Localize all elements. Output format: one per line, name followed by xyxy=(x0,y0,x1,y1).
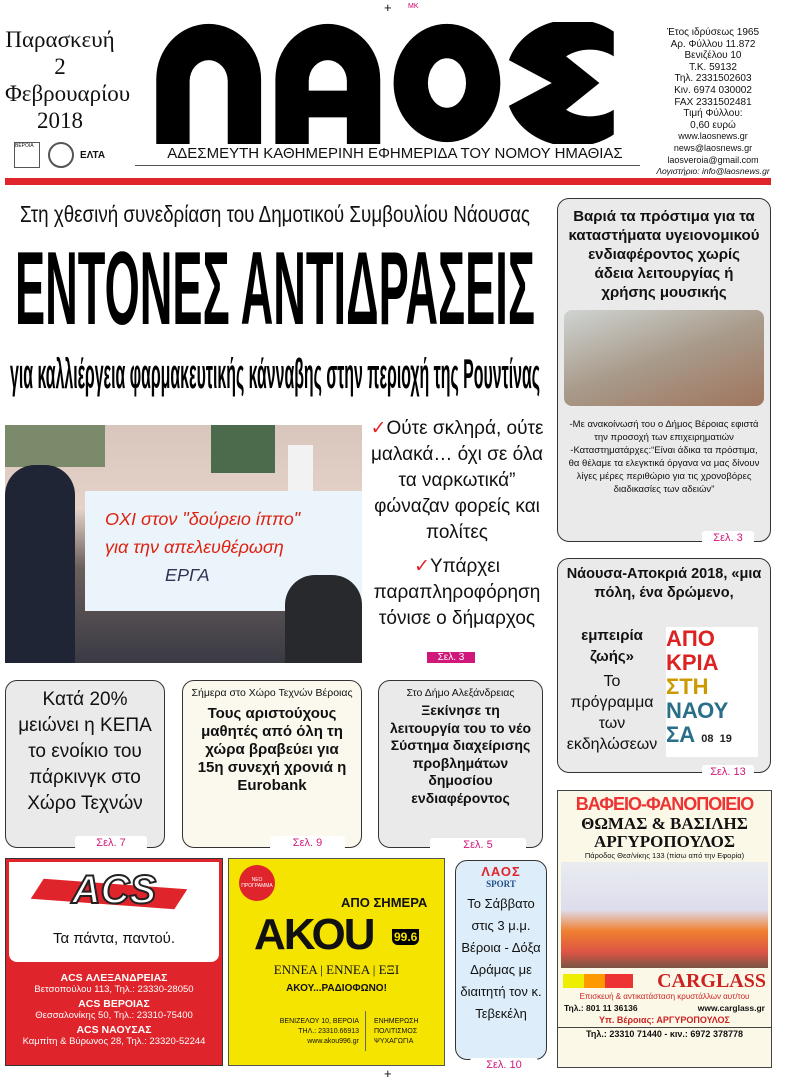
seal-icon xyxy=(48,142,74,168)
info-line: Βενιζέλου 10 xyxy=(684,50,742,62)
story-title: Κατά 20% μειώνει η ΚΕΠΑ το ενοίκιο του πάρκινγκ στο Χώρο Τεχνών xyxy=(18,689,152,814)
poster-text xyxy=(666,723,758,751)
bullet xyxy=(368,554,546,632)
story-title-cont: εμπειρία ζωής» xyxy=(581,627,643,665)
story-title: Ξεκίνησε τη λειτουργία του το νέο Σύστημα διαχείρισης προβλημάτων δημοσίου ενδιαφέροντος xyxy=(389,702,532,806)
addr-line: ΤΗΛ.: 23310.66913 xyxy=(298,1028,359,1035)
akou-address xyxy=(249,1017,359,1047)
sport-label: SPORT xyxy=(486,879,516,889)
sport-logo: ΛΑΟΣ xyxy=(481,864,521,879)
masthead-logo xyxy=(140,22,630,144)
poster-text: ΑΠΟ xyxy=(666,626,715,651)
poster-text: ΝΑΟΥ xyxy=(666,698,729,723)
akou-top: ΑΠΟ ΣΗΜΕΡΑ xyxy=(341,895,428,910)
phone: Τηλ.: 801 11 36136 xyxy=(564,1003,638,1013)
akou-line: ΕΝΝΕΑ | ΕΝΝΕΑ | ΕΞΙ xyxy=(273,962,400,977)
page-ref[interactable]: Σελ. 7 xyxy=(75,836,147,850)
service: ΕΝΗΜΕΡΩΣΗ xyxy=(374,1018,419,1025)
info-line: Έτος ιδρύσεως 1965 xyxy=(666,27,760,38)
ad-branch: Υπ. Βέροιας: ΑΡΓΥΡΟΠΟΥΛΟΣ xyxy=(599,1015,730,1025)
carnival-poster xyxy=(666,627,758,757)
publication-info xyxy=(640,27,786,178)
lead-subhead: για καλλιέργεια φαρμακευτικής κάνναβης στην περιοχή της Ρουντίνας xyxy=(10,350,540,397)
ad-top: ΒΑΦΕΙΟ-ΦΑΝΟΠΟΙΕΙΟ xyxy=(575,794,754,814)
page-ref[interactable]: Σελ. 10 xyxy=(470,1058,538,1072)
lead-titles xyxy=(0,196,550,406)
ad-surname: ΑΡΓΥΡΟΠΟΥΛΟΣ xyxy=(594,832,735,851)
story-eurobank[interactable] xyxy=(182,680,362,848)
page-ref[interactable]: Σελ. 5 xyxy=(430,838,526,852)
acs-branches xyxy=(6,972,222,1048)
carglass-brand-row xyxy=(558,970,771,992)
page-ref[interactable]: Σελ. 13 xyxy=(702,765,754,779)
text-line: -Με ανακοίνωσή του ο Δήμος Βέροιας εφιστά την προσοχή των επιχειρηματιών xyxy=(569,419,759,443)
paint-booth-photo xyxy=(561,862,768,968)
website-link[interactable]: www.laosnews.gr xyxy=(678,131,748,142)
lead-headline[interactable]: ΕΝΤΟΝΕΣ ΑΝΤΙΔΡΑΣΕΙΣ xyxy=(15,231,535,347)
info-line: 0,60 ευρώ xyxy=(690,119,736,131)
cmyk-mark: MK xyxy=(408,3,419,10)
akou-logo: ΑΚΟU xyxy=(254,910,374,959)
story-title: Νάουσα-Αποκριά 2018, «μια πόλη, ένα δρώμενο, xyxy=(566,566,762,601)
info-line: Τ.Κ. 59132 xyxy=(689,61,737,73)
carglass-stripes xyxy=(563,974,633,988)
website-link[interactable]: www.akou996.gr xyxy=(307,1038,359,1045)
acs-slogan: Τα πάντα, παντού. xyxy=(52,930,176,947)
painting xyxy=(5,425,105,467)
elta-logo: ΕΛΤΑ xyxy=(80,150,106,161)
poster-text: ΚΡΙΑ xyxy=(666,650,719,675)
addr-line: ΒΕΝΙΖΕΛΟΥ 10, ΒΕΡΟΙΑ xyxy=(279,1018,359,1025)
info-line: Κιν. 6974 030002 xyxy=(674,84,752,96)
poster-text: ΣΤΗ xyxy=(666,674,709,699)
story-kepa[interactable] xyxy=(5,680,165,848)
page-ref[interactable]: Σελ. 3 xyxy=(702,531,754,545)
person xyxy=(285,575,362,663)
story-title: Τους αριστούχους μαθητές από όλη τη χώρα βραβεύει για 15η συνεχή χρονιά η Eurobank xyxy=(197,705,347,794)
print-cross: + xyxy=(384,0,392,15)
bullet xyxy=(368,416,546,546)
akou-frequency: 99.6 xyxy=(394,930,418,944)
month: Φεβρουαρίου xyxy=(5,81,131,106)
carglass-logo: CARGLASS xyxy=(657,970,766,992)
poster-text: ΣΑ xyxy=(666,722,696,747)
story-title: Βαριά τα πρόστιμα για τα καταστήματα υγειονομικού ενδιαφέροντος χωρίς άδεια λειτουργίας ή χρήσης μουσικής xyxy=(568,208,760,301)
acs-logo: ACS xyxy=(71,868,157,912)
akou-services xyxy=(374,1017,419,1047)
banner-text: ΟΧΙ στον "δούρειο ίππο" xyxy=(105,509,301,529)
ad-acs[interactable] xyxy=(5,858,223,1066)
cafe-photo xyxy=(564,310,764,406)
red-rule xyxy=(5,178,771,185)
new-program-badge: ΝΕΟ ΠΡΟΓΡΑΜΜΑ xyxy=(239,865,275,901)
story-text: Το πρόγραμμα των εκδηλώσεων xyxy=(566,673,658,753)
info-line: Τηλ. 2331502603 xyxy=(674,73,752,85)
ad-phone: Τηλ.: 23310 71440 - κιν.: 6972 378778 xyxy=(558,1027,771,1039)
sport-story[interactable] xyxy=(455,860,547,1060)
page-ref[interactable]: Σελ. 9 xyxy=(270,836,345,850)
akou-tag: ΑΚΟΥ...ΡΑΔΙΟΦΩΝΟ! xyxy=(286,983,387,994)
email-link[interactable]: news@laosnews.gr xyxy=(673,142,753,153)
branch-name: ACS ΒΕΡΟΙΑΣ xyxy=(78,998,150,1010)
divider xyxy=(365,1011,366,1051)
info-line: Αρ. Φύλλου 11.872 xyxy=(670,38,756,50)
person xyxy=(5,465,75,663)
side-story-carnival[interactable] xyxy=(557,558,771,773)
info-line: Τιμή Φύλλου: xyxy=(683,108,743,120)
issue-date xyxy=(5,26,131,134)
poster-date: 08 xyxy=(701,733,714,745)
weekday: Παρασκευή xyxy=(5,27,115,52)
service: ΨΥΧΑΓΩΓΙΑ xyxy=(374,1038,414,1045)
badge-veroia: ΒΕΡΟΙΑ xyxy=(14,142,40,168)
lead-bullets xyxy=(368,416,546,632)
bullet-text: Ούτε σκληρά, ούτε μαλακά… όχι σε όλα τα ναρκωτικά” φώναζαν φορείς και πολίτες xyxy=(370,418,544,543)
page-ref[interactable]: Σελ. 3 xyxy=(427,652,475,663)
branch-address: Βετσοπούλου 113, Τηλ.: 23330-28050 xyxy=(34,984,194,995)
banner-text: ΕΡΓΑ xyxy=(165,565,210,585)
day: 2 xyxy=(54,54,66,79)
story-kicker: Σήμερα στο Χώρο Τεχνών Βέροιας xyxy=(191,687,353,699)
service: ΠΟΛΙΤΙΣΜΟΣ xyxy=(374,1028,418,1035)
lead-photo xyxy=(5,425,362,663)
ad-service: Επισκευή & αντικατάσταση κρυστάλλων αυτ/του xyxy=(579,992,750,1001)
bullet-text: Υπάρχει παραπληροφόρηση τόνισε ο δήμαρχος xyxy=(373,556,541,629)
banner-text: για την απελευθέρωση xyxy=(105,537,284,557)
year: 2018 xyxy=(37,108,83,133)
info-line: FAX 2331502481 xyxy=(674,96,752,108)
story-kicker: Στο Δήμο Αλεξάνδρειας xyxy=(406,687,515,699)
ad-carglass[interactable] xyxy=(557,790,772,1068)
story-text xyxy=(564,418,764,496)
check-icon: ✓ xyxy=(414,556,430,577)
painting xyxy=(211,425,275,473)
branch-address: Καμπίτη & Βύρωνος 28, Τηλ.: 23320-52244 xyxy=(22,1036,206,1047)
text-line: -Καταστηματάρχες:“Είναι άδικα τα πρόστιμα, θα θέλαμε τα ελεγκτικά όργανα να μας δίνουν λίγες μέρες περιθώριο για τις χρονοβόρες διαδικασίες των αδειών” xyxy=(568,445,760,495)
acs-logo-panel xyxy=(9,862,219,962)
print-cross: + xyxy=(384,1066,392,1081)
poster-date: 19 xyxy=(719,733,732,745)
divider xyxy=(135,165,640,166)
lead-kicker: Στη χθεσινή συνεδρίαση του Δημοτικού Συμβουλίου Νάουσας xyxy=(20,201,530,227)
side-story-fines[interactable] xyxy=(557,198,771,542)
ad-akou-radio[interactable] xyxy=(228,858,445,1066)
branch-name: ACS ΑΛΕΞΑΝΔΡΕΙΑΣ xyxy=(60,972,168,984)
masthead-tagline: ΑΔΕΣΜΕΥΤΗ ΚΑΘΗΜΕΡΙΝΗ ΕΦΗΜΕΡΙΔΑ ΤΟΥ ΝΟΜΟΥ ΗΜΑΘΙΑΣ xyxy=(167,145,623,162)
ad-address: Πάροδος Θεσ/νίκης 133 (πίσω από την Εφορία) xyxy=(584,851,745,860)
ad-contact-row xyxy=(558,1001,771,1015)
branch-address: Θεσσαλονίκης 50, Τηλ.: 23310-75400 xyxy=(35,1010,193,1021)
website-link[interactable]: www.carglass.gr xyxy=(697,1003,765,1013)
branch-name: ACS ΝΑΟΥΣΑΣ xyxy=(76,1024,152,1036)
ad-names: ΘΩΜΑΣ & ΒΑΣΙΛΗΣ xyxy=(581,814,748,833)
email-link[interactable]: laosveroia@gmail.com xyxy=(667,154,759,165)
email-link[interactable]: Λογιστήριο: info@laosnews.gr xyxy=(656,166,770,177)
story-title: Το Σάββατο στις 3 μ.μ. Βέροια - Δόξα Δράμας με διαιτητή τον κ. Τεβεκέλη xyxy=(460,896,542,1021)
story-alexandreia[interactable] xyxy=(378,680,543,848)
check-icon: ✓ xyxy=(370,418,387,439)
